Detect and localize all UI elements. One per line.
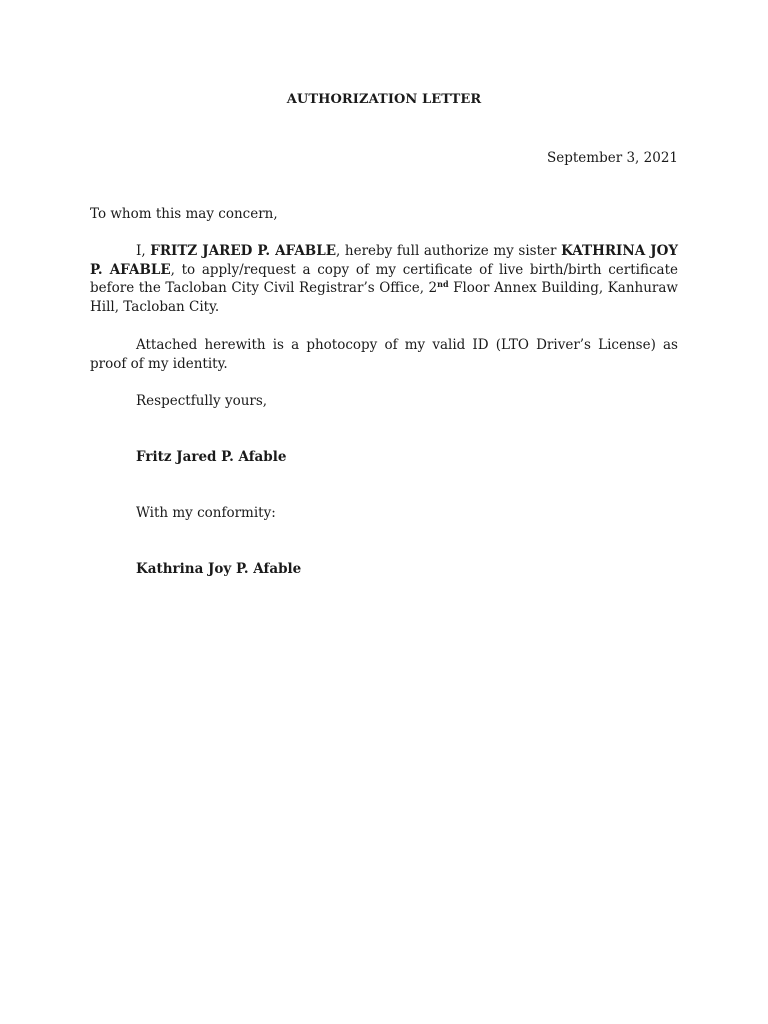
- signatory-name: Fritz Jared P. Afable: [136, 449, 287, 465]
- paragraph-text: Floor Annex Building, Kanhuraw Hill, Tacloban City.: [90, 280, 678, 315]
- authorization-paragraph: [90, 242, 678, 316]
- paragraph-text: , hereby full authorize my sister: [336, 243, 562, 259]
- conforming-party-name: Kathrina Joy P. Afable: [136, 561, 302, 577]
- salutation: To whom this may concern,: [90, 206, 278, 222]
- paragraph-text: , to apply/request a copy of my certificate of live birth/birth certificate before the Tacloban City Civil Registrar’s Office, 2: [90, 261, 678, 296]
- attachment-paragraph: Attached herewith is a photocopy of my valid ID (LTO Driver’s License) as proof of my identity.: [90, 337, 678, 372]
- grantor-name: FRITZ JARED P. AFABLE: [150, 243, 336, 259]
- ordinal-superscript: nd: [437, 279, 449, 289]
- letter-title: AUTHORIZATION LETTER: [286, 92, 482, 107]
- paragraph-text: I,: [136, 243, 151, 259]
- grantee-name: KATHRINA JOY P. AFABLE: [90, 243, 678, 278]
- closing: Respectfully yours,: [136, 393, 268, 409]
- conformity-label: With my conformity:: [136, 505, 276, 521]
- letter-date: September 3, 2021: [547, 150, 678, 166]
